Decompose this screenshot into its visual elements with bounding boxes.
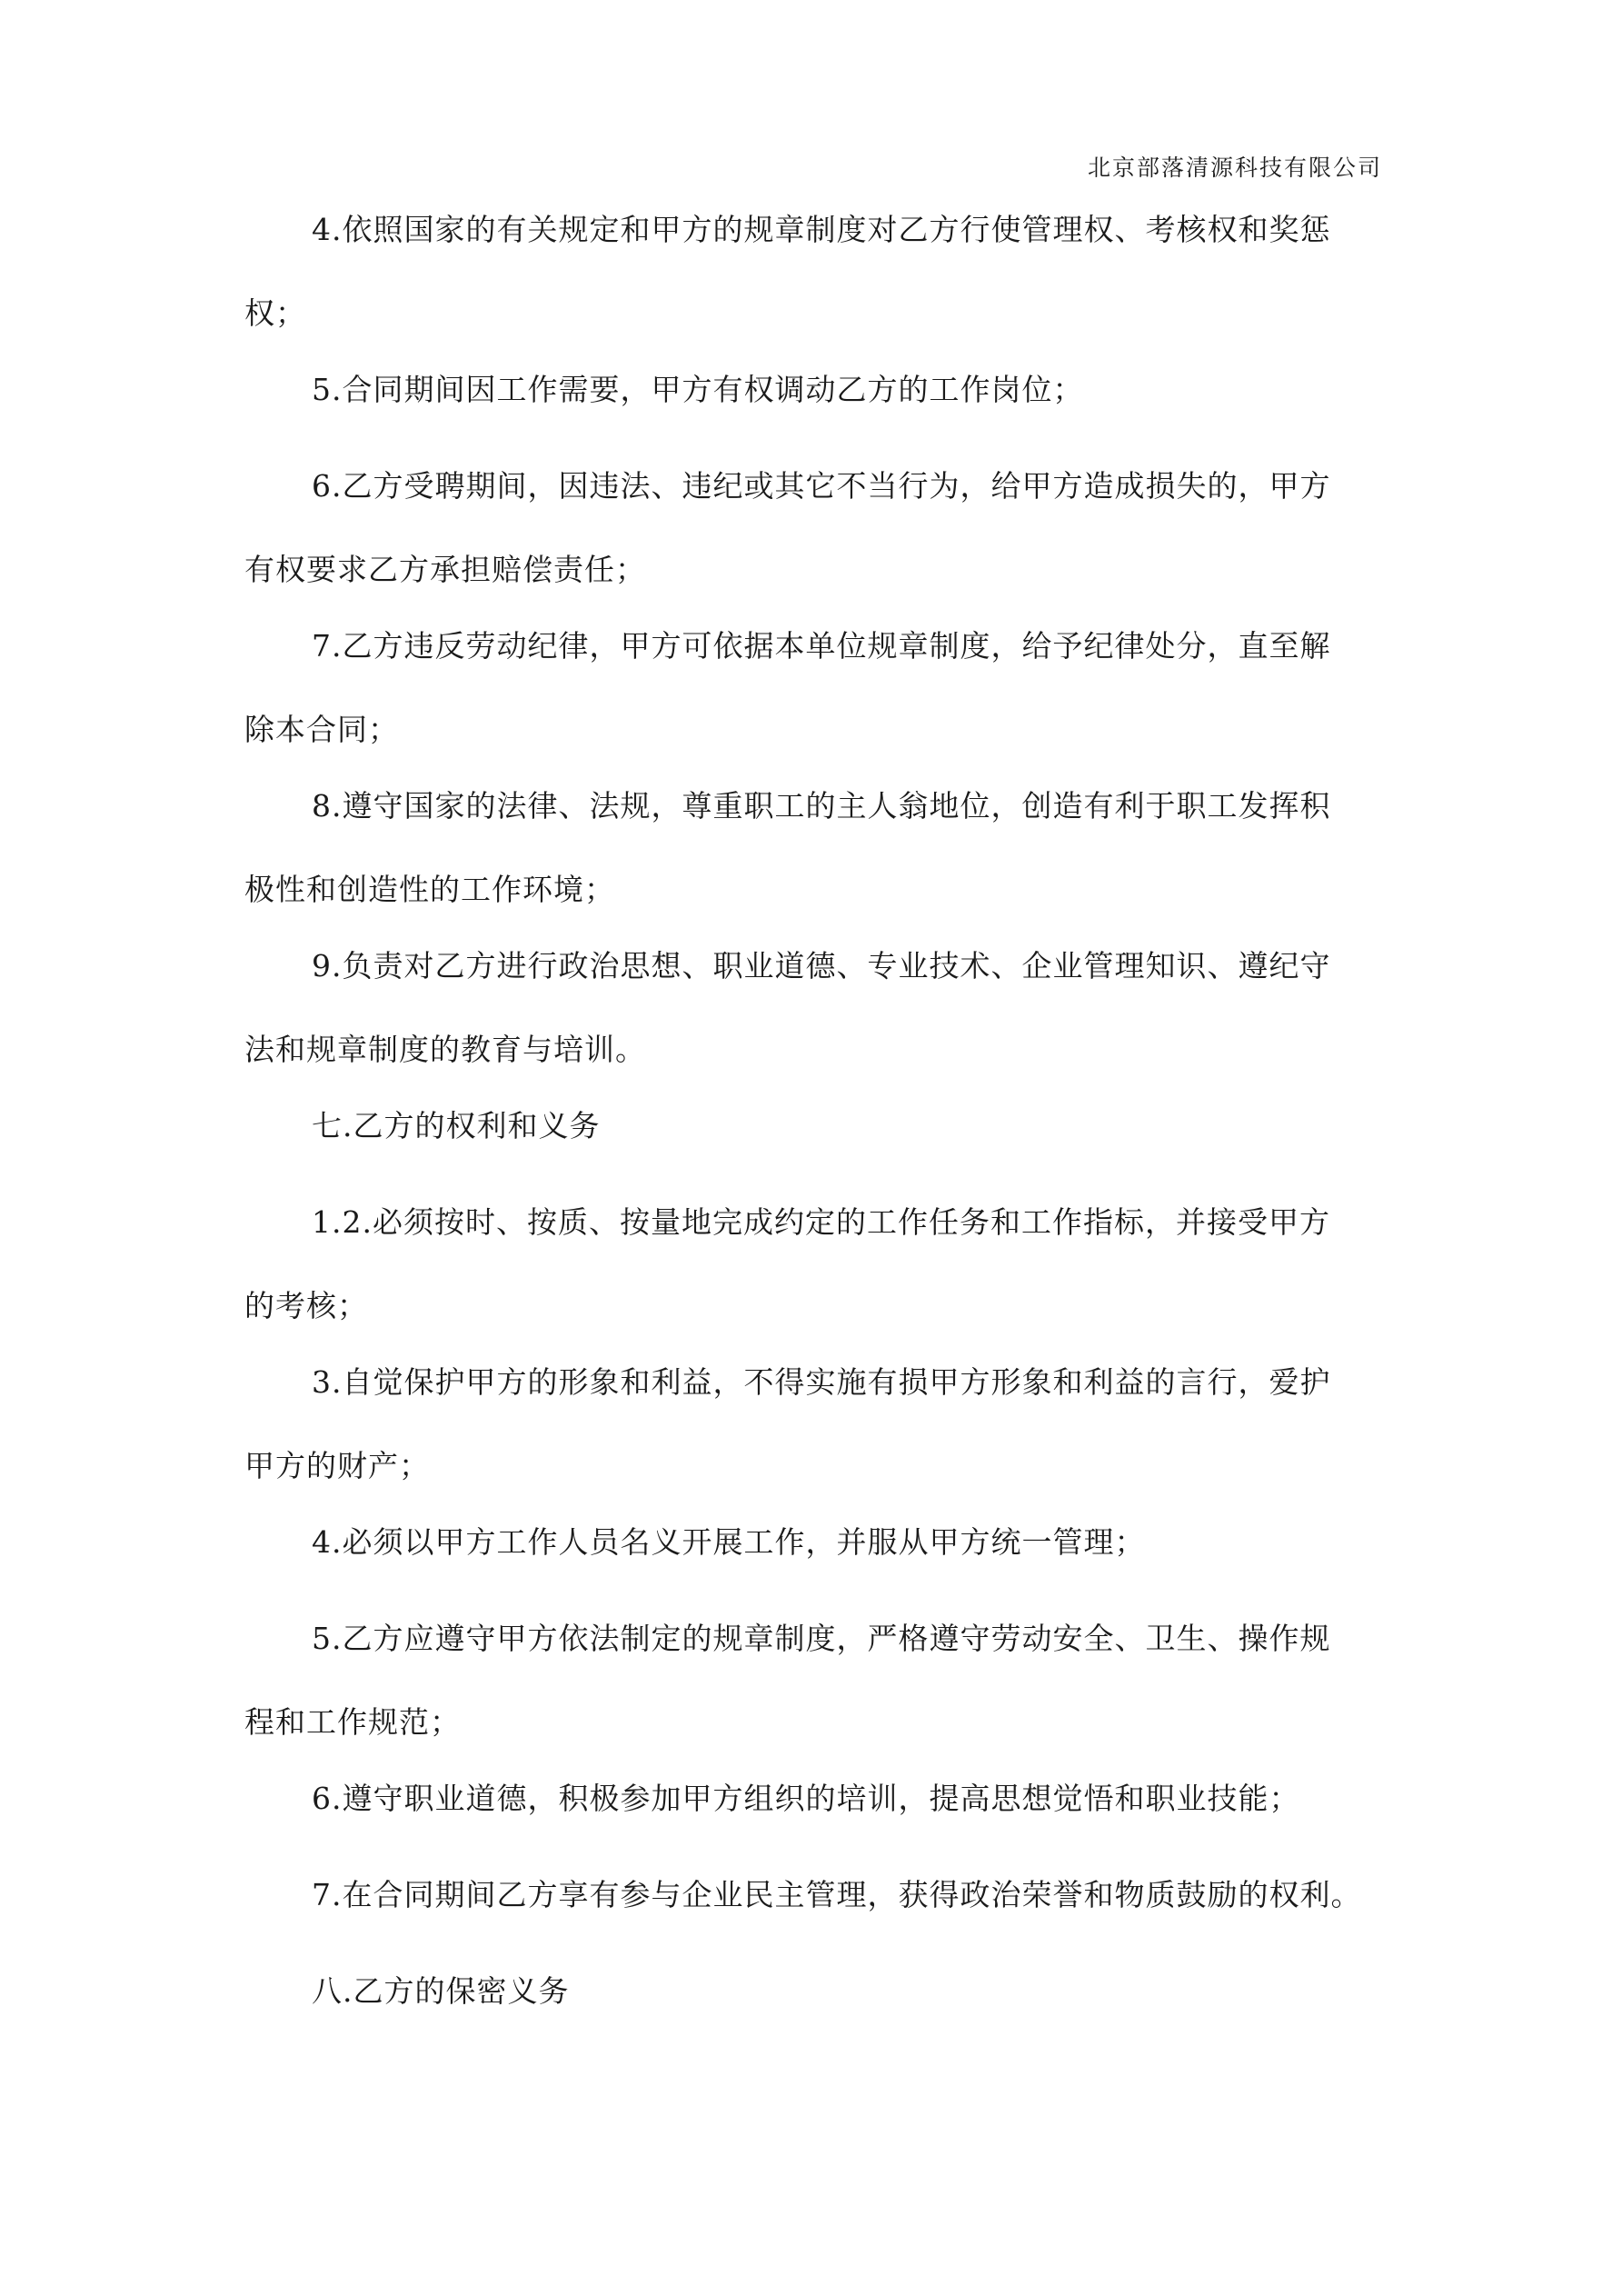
paragraph-9 xyxy=(244,1522,1385,1562)
paragraph-line: 5.乙方应遵守甲方依法制定的规章制度，严格遵守劳动安全、卫生、操作规 xyxy=(312,1621,1331,1656)
paragraph-10 xyxy=(244,1618,1385,1742)
paragraph-line: 7.乙方违反劳动纪律，甲方可依据本单位规章制度，给予纪律处分，直至解 xyxy=(312,628,1331,664)
paragraph-line: 8.遵守国家的法律、法规，尊重职工的主人翁地位，创造有利于职工发挥积 xyxy=(312,788,1331,824)
section-heading: 七.乙方的权利和义务 xyxy=(312,1108,601,1143)
paragraph-line: 的考核； xyxy=(244,1288,368,1323)
paragraph-line: 5.合同期间因工作需要，甲方有权调动乙方的工作岗位； xyxy=(312,372,1084,407)
paragraph-line: 4.必须以甲方工作人员名义开展工作，并服从甲方统一管理； xyxy=(312,1524,1146,1560)
paragraph-5 xyxy=(244,785,1385,910)
paragraph-line: 程和工作规范； xyxy=(244,1704,461,1740)
paragraph-line: 9.负责对乙方进行政治思想、职业道德、专业技术、企业管理知识、遵纪守 xyxy=(312,948,1331,983)
paragraph-line: 3.自觉保护甲方的形象和利益，不得实施有损甲方形象和利益的言行，爱护 xyxy=(312,1364,1331,1400)
section-heading: 八.乙方的保密义务 xyxy=(312,1973,570,2009)
paragraph-line: 法和规章制度的教育与培训。 xyxy=(244,1032,646,1067)
paragraph-8 xyxy=(244,1362,1385,1486)
paragraph-line: 极性和创造性的工作环境； xyxy=(244,872,615,907)
paragraph-line: 6.乙方受聘期间，因违法、违纪或其它不当行为，给甲方造成损失的，甲方 xyxy=(312,468,1331,504)
section-heading-7 xyxy=(244,1105,1385,1146)
paragraph-7 xyxy=(244,1202,1385,1326)
paragraph-line: 权； xyxy=(244,295,306,331)
header-company-name: 北京部落清源科技有限公司 xyxy=(1087,155,1382,181)
paragraph-1 xyxy=(244,209,1385,334)
paragraph-line: 有权要求乙方承担赔偿责任； xyxy=(244,552,646,587)
section-heading-8 xyxy=(244,1971,1385,2011)
paragraph-line: 甲方的财产； xyxy=(244,1448,430,1483)
paragraph-line: 1.2.必须按时、按质、按量地完成约定的工作任务和工作指标，并接受甲方 xyxy=(312,1204,1330,1240)
paragraph-2 xyxy=(244,369,1385,410)
paragraph-line: 除本合同； xyxy=(244,712,399,747)
paragraph-4 xyxy=(244,625,1385,750)
paragraph-3 xyxy=(244,465,1385,590)
paragraph-11 xyxy=(244,1778,1385,1819)
paragraph-12 xyxy=(244,1874,1385,1915)
paragraph-line: 4.依照国家的有关规定和甲方的规章制度对乙方行使管理权、考核权和奖惩 xyxy=(312,212,1331,247)
paragraph-line: 7.在合同期间乙方享有参与企业民主管理，获得政治荣誉和物质鼓励的权利。 xyxy=(312,1877,1362,1912)
paragraph-6 xyxy=(244,945,1385,1070)
paragraph-line: 6.遵守职业道德，积极参加甲方组织的培训，提高思想觉悟和职业技能； xyxy=(312,1781,1300,1816)
